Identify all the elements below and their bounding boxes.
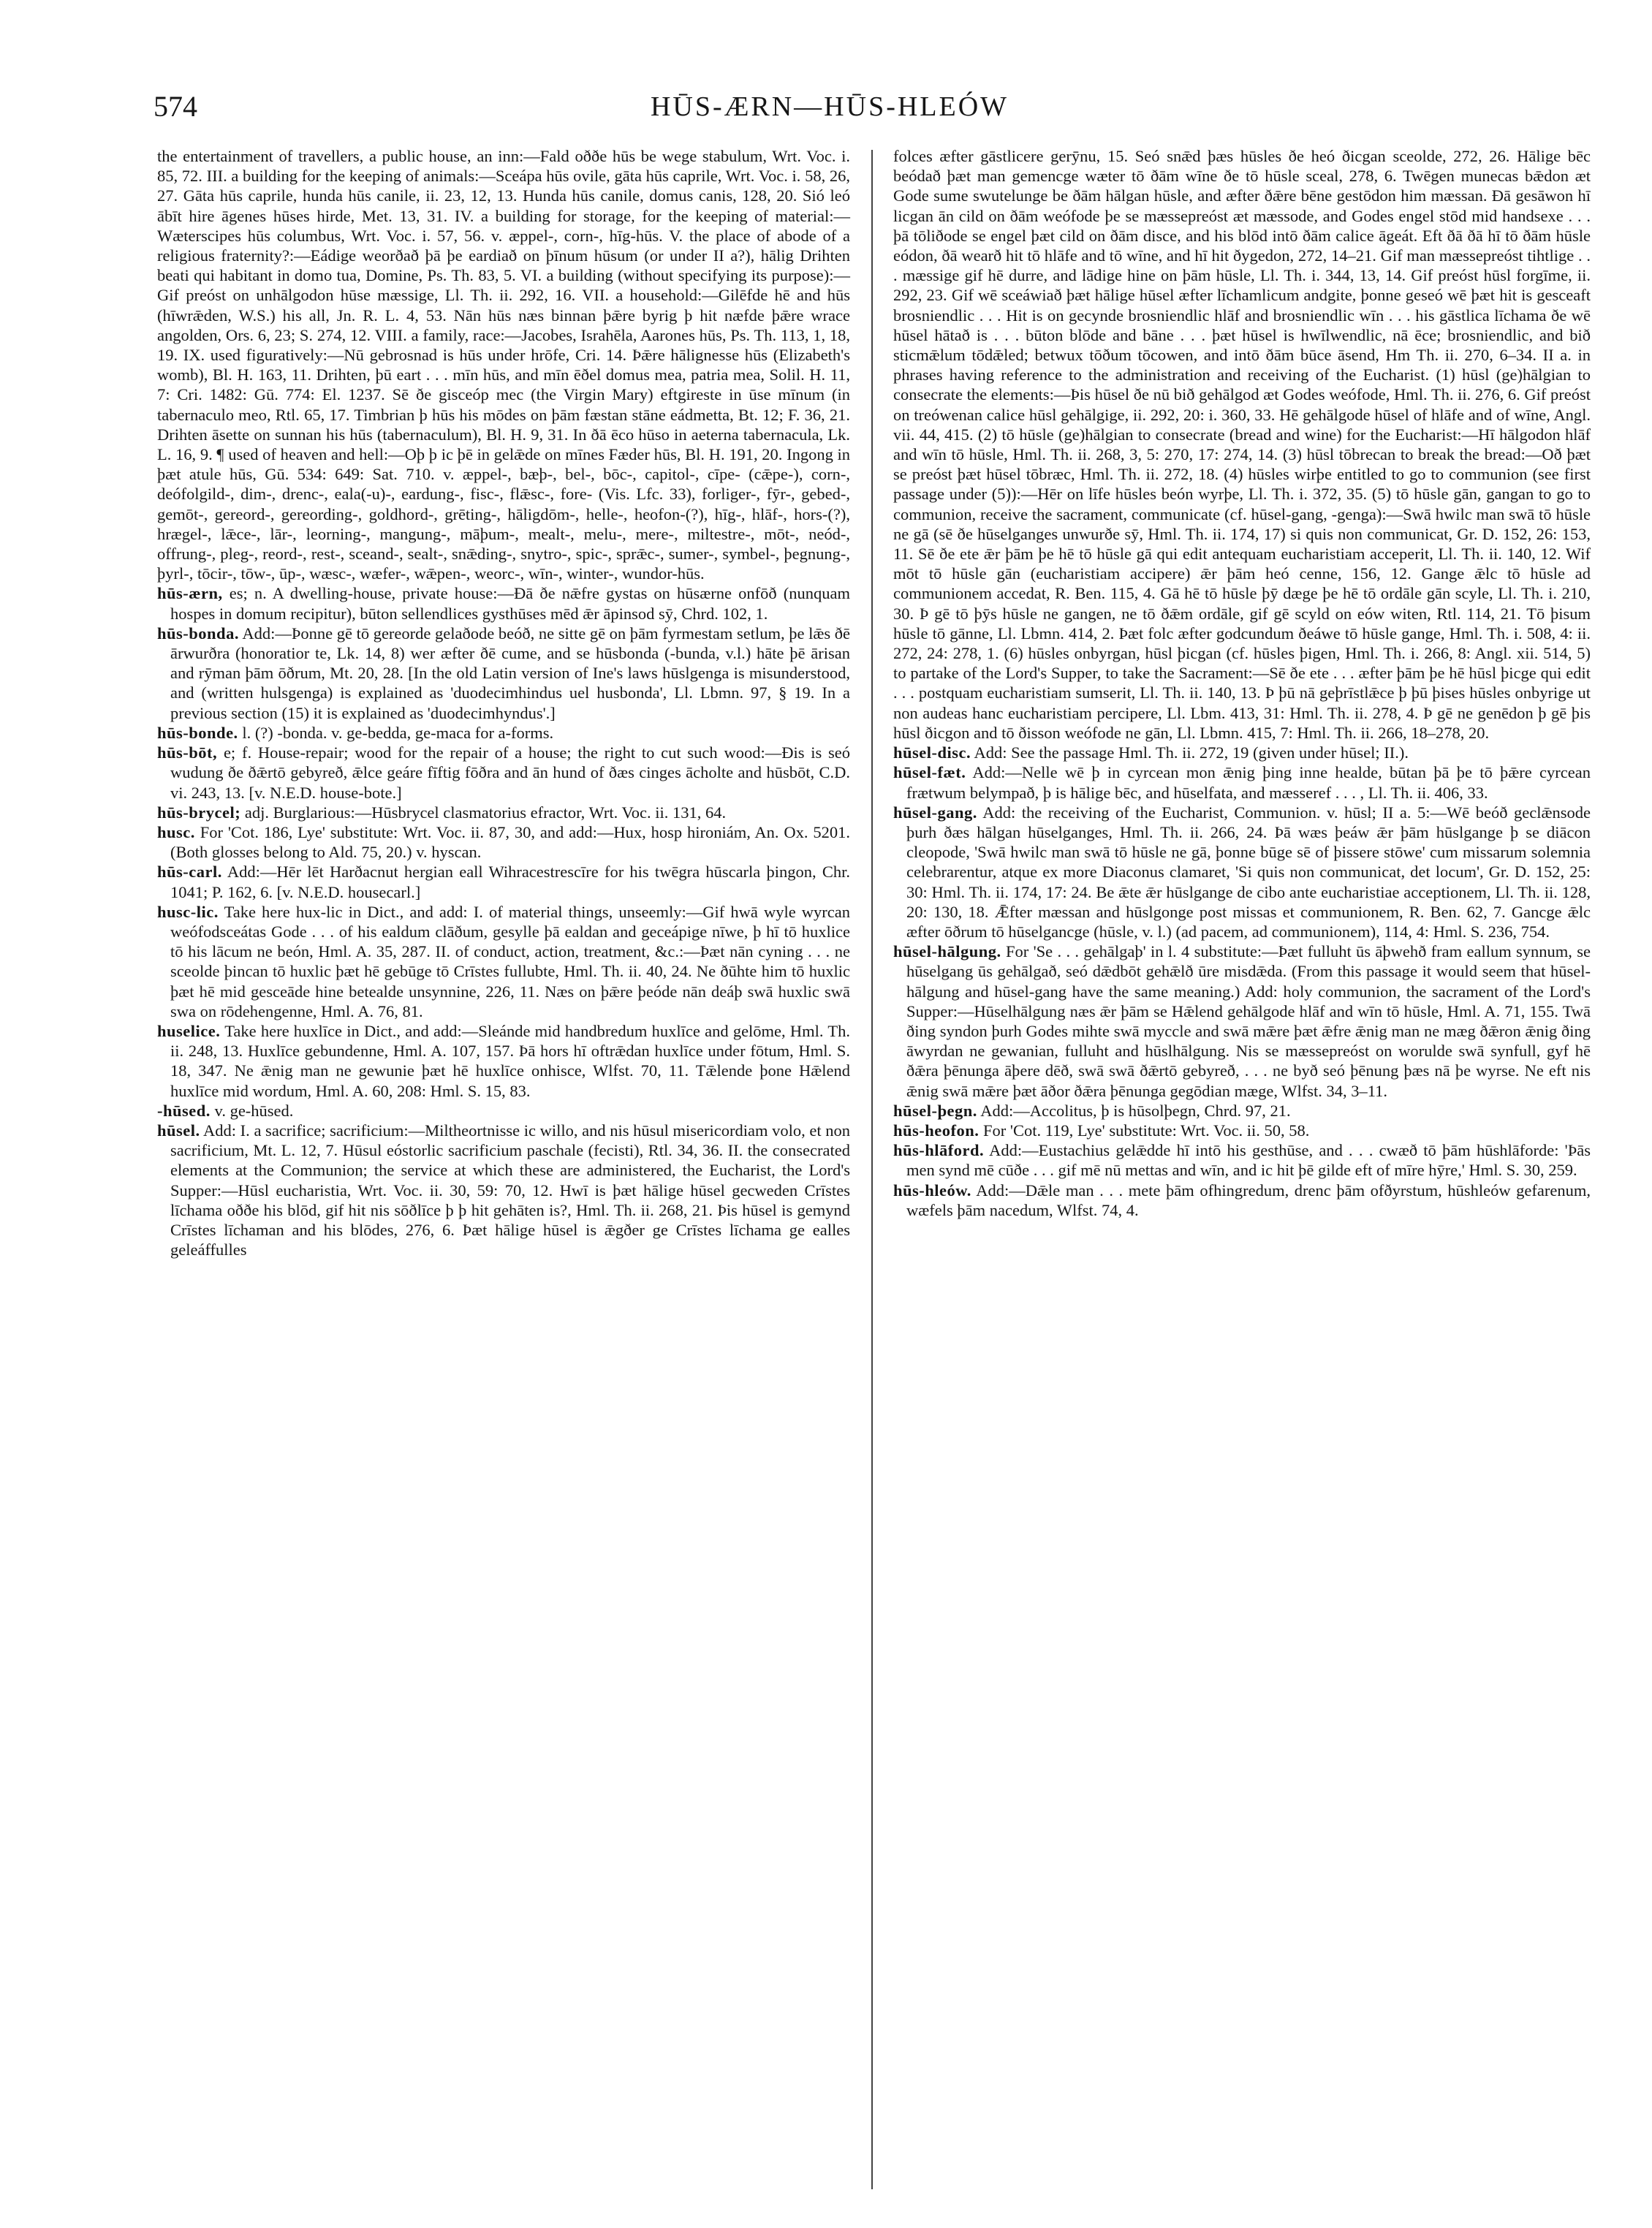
entry-body: v. ge-hūsed. [210,1101,294,1120]
dictionary-entry [157,583,850,623]
dictionary-entry [157,902,850,1021]
dictionary-entry [157,743,850,803]
entry-continuation [157,146,850,583]
entry-headword: hūs-brycel; [157,803,241,822]
entry-headword: hūsel. [157,1121,200,1140]
column-divider [871,150,873,2189]
entry-body: For 'Cot. 119, Lye' substitute: Wrt. Voc. ii. 50, 58. [979,1121,1310,1140]
dictionary-entry [893,1140,1591,1180]
entry-body: Add: See the passage Hml. Th. ii. 272, 19 (given under hūsel; II.). [971,743,1409,762]
dictionary-entry [157,803,850,822]
entry-headword: hūs-hleów. [893,1181,971,1200]
entry-headword: hūsel-þegn. [893,1101,977,1120]
dictionary-entry [157,862,850,901]
dictionary-entry [157,624,850,723]
dictionary-entry [157,723,850,743]
entry-headword: hūs-bonde. [157,723,238,742]
dictionary-entry [893,1101,1591,1121]
entry-headword: hūs-ærn, [157,584,223,603]
left-column [157,146,859,2193]
dictionary-entry [893,762,1591,802]
entry-body: folces æfter gāstlicere gerȳnu, 15. Seó snǣd þæs hūsles ðe heó ðicgan sceolde, 272, 26. Hālige bēc beódað þæt man gemencge wæter tō ðām wīne ðe tō hūsle sceal, 278, 6. Twēgen munecas bǣdon æt Gode sume swutelunge be ðām hālgan hūsle, and æfter ðǣre bēne gestōdon him mæssan. Ðā gesāwon hī licgan ān cild on ðām weófode þe se mæssepreóst æt mæssode, and Godes engel stōd mid handsexe . . . þā tōliðode se engel þæt cild on ðām disce, and his blōd intō ðām calice āgeát. Eft ðā ðā hī tō ðām hūsle eódon, ðā wearð hit tō hlāfe and tō wīne, and hī hit ðygedon, 272, 14–21. Gif man mæssepreóst tihtlige . . . mæssige gif hē durre, and lādige hine on þām hūsle, Ll. Th. i. 344, 13, 14. Gif preóst hūsl forgīme, ii. 292, 23. Gif wē sceáwiað þæt hālige hūsel æfter līchamlicum andgite, þonne geseó wē þæt hit is gesceaft brosniendlic . . . Hit is on gecynde brosniendlic hlāf and brosniendlic wīn . . . his gāstlica līchama ðe wē hūsel hātað is . . . būton blōde and bāne . . . þæt hūsel is hwīlwendlic, nā ēce; brosniendlic, and bið sticmǣlum tōdǣled; betwux tōðum tōcowen, and intō ðām būce āsend, Hm Th. ii. 270, 6–34. II a. in phrases having reference to the administration and receiving of the Eucharist. (1) hūsl (ge)hālgian to consecrate the elements:—Þis hūsel ðe nū bið gehālgod æt Godes weófode, Hml. Th. ii. 276, 6. Gif preóst on treówenan calice hūsl gehālgige, ii. 292, 20: i. 360, 33. Hē gehālgode hūsel of hlāfe and of wīne, Angl. vii. 44, 415. (2) tō hūsle (ge)hālgian to consecrate (bread and wine) for the Eucharist:—Hī hālgodon hlāf and wīn tō hūsle, Hml. Th. ii. 268, 3, 5: 270, 17: 274, 14. (3) hūsl tōbrecan to break the bread:—Oð þæt se preóst þæt hūsel tōbræc, Hml. Th. ii. 272, 18. (4) hūsles wirþe entitled to go to communion (see first passage under (5)):—Hēr on līfe hūsles beón wyrþe, Ll. Th. i. 372, 35. (5) tō hūsle gān, gangan to go to communion, receive the sacrament, communicate (cf. hūsel-gang, -genga):—Swā hwilc man swā tō hūsle ne gā (sē ðe hūselganges unwurðe sȳ, Hml. Th. ii. 174, 17) si quis non communicat, Gr. D. 152, 26: 153, 11. Sē ðe ete ǣr þām þe hē tō hūsle gā qui edit antequam eucharistiam acceperit, Ll. Th. ii. 140, 12. Wif mōt tō hūsle gān (eucharistiam accipere) ǣr þām heó cenne, 156, 12. Gange ǣlc tō hūsle ad communionem accedat, R. Ben. 115, 4. Gā hē tō hūsle þȳ dæge þe hē tō ordāle gān scyle, Ll. Th. i. 210, 30. Þ gē tō þȳs hūsle ne gangen, ne tō ðǣm ordāle, gif gē scyld on eów witen, Rtl. 114, 21. Tō þisum hūsle tō gānne, Ll. Lbmn. 414, 2. Þæt folc æfter godcundum ðeáwe tō hūsle gange, Hml. Th. i. 508, 4: ii. 272, 24: 278, 1. (6) hūsles onbyrgan, hūsl þicgan (cf. hūsles þigen, Hml. Th. i. 266, 8: Angl. xii. 514, 5) to partake of the Lord's Supper, to take the Sacrament:—Sē ðe ete . . . æfter þām þe hē hūsl þicge qui edit . . . postquam eucharistiam sumserit, Ll. Th. ii. 140, 13. Þ þū nā geþrīstlǣce þ þū þises hūsles onbyrige ut non audeas hanc eucharistiam percipere, Ll. Lbm. 413, 31: Hml. Th. ii. 278, 4. Þ gē ne genēdon þ gē þis hūsl ðicgon and tō ðisson weófode ne gān, Ll. Lbmn. 415, 7: Hml. Th. ii. 266, 18–278, 20. [893,147,1591,742]
dictionary-entry [157,1121,850,1259]
entry-body: Add:—Dǣle man . . . mete þām ofhingredum, drenc þām ofðyrstum, hūshleów gefarenum, wæfels þām nacedum, Wlfst. 74, 4. [906,1181,1591,1219]
entry-headword: hūs-bonda. [157,624,239,643]
entry-body: Add:—Accolitus, þ is hūsolþegn, Chrd. 97, 21. [977,1101,1291,1120]
entry-body: Add: the receiving of the Eucharist, Communion. v. hūsl; II a. 5:—Wē beóð geclǣnsode þurh ðæs hālgan hūselganges, Hml. Th. ii. 266, 24. Þā wæs þeáw ǣr þām hūslgange þ se diācon cleopode, 'Swā hwilc man swā tō hūsle ne gā, þonne būge sē of þissere stōwe' cum missarum solemnia celebrarentur, atque ex more Diaconus clamaret, 'Si quis non communicat, det locum', Gr. D. 152, 25: 30: Hml. Th. ii. 174, 17: 24. Be ǣte ǣr hūslgange de cibo ante eucharistiae acceptionem, Ll. Th. ii. 128, 20: 130, 18. Ǣfter mæssan and hūslgonge post missas et communionem, R. Ben. 62, 7. Gancge ǣlc æfter ōðrum tō hūselgancge (hūsle, v. l.) (ad pacem, ad communionem), 114, 4: Hml. S. 236, 754. [906,803,1591,941]
dictionary-entry [157,1021,850,1101]
right-column [882,146,1591,2193]
entry-body: l. (?) -bonda. v. ge-bedda, ge-maca for a-forms. [238,723,554,742]
entry-headword: huselice. [157,1021,221,1040]
entry-body: the entertainment of travellers, a public house, an inn:—Fald oððe hūs be wege stabulum, Wrt. Voc. i. 85, 72. III. a building for the keeping of animals:—Sceápa hūs ovile, gāta hūs caprile, Wrt. Voc. i. 58, 26, 27. Gāta hūs caprile, hunda hūs canile, ii. 23, 12, 13. Hunda hūs canile, domus canis, 128, 20. Sió leó ābīt hire āgenes hūses hirde, Met. 13, 31. IV. a building for storage, for the keeping of material:—Wæterscipes hūs columbus, Wrt. Voc. i. 57, 56. v. æppel-, corn-, hīg-hūs. V. the place of abode of a religious fraternity?:—Eádige weorðað þā þe eardiað on þīnum hūsum (or under II a?), hālig Drihten beati qui habitant in domo tua, Domine, Ps. Th. 83, 5. VI. a building (without specifying its purpose):—Gif preóst on unhālgodon hūse mæssige, Ll. Th. ii. 292, 16. VII. a household:—Gilēfde hē and hūs (hīwrǣden, W.S.) his all, Jn. R. L. 4, 53. Nān hūs næs binnan þǣre byrig þ hit næfde þǣre wrace angolden, Ors. 6, 23; S. 274, 12. VIII. a family, race:—Jacobes, Israhēla, Aarones hūs, Ps. Th. 113, 1, 18, 19. IX. used figuratively:—Nū gebrosnad is hūs under hrōfe, Cri. 14. Þǣre hālignesse hūs (Elizabeth's womb), Bl. H. 163, 11. Drihten, þū eart . . . mīn hūs, and mīn ēðel domus mea, patria mea, Solil. H. 11, 7: Cri. 1482: Gū. 774: El. 1237. Sē ðe gisceóp mec (the Virgin Mary) eftgireste in ūse mīnum (in tabernaculo meo, Rtl. 65, 17. Timbrian þ hūs his mōdes on þām fæstan stāne eádmetta, Bt. 12; F. 36, 21. Drihten āsette on sunnan his hūs (tabernaculum), Bl. H. 9, 31. In ðā ēco hūso in aeterna tabernacula, Lk. L. 16, 9. ¶ used of heaven and hell:—Oþ þ ic þē in gelǣde on mīnes Fæder hūs, Bl. H. 191, 20. Ingong in þæt atule hūs, Gū. 534: 649: Sat. 710. v. æppel-, bæþ-, bel-, bōc-, capitol-, cīpe- (cǣpe-), corn-, deófolgild-, dim-, drenc-, eala(-u)-, eardung-, fisc-, flǣsc-, fore- (Vis. Lfc. 33), forliger-, fȳr-, gebed-, gemōt-, gereord-, gereording-, goldhord-, grēting-, hāligdōm-, helle-, heofon-(?), hīg-, hlāf-, hors-(?), hrægel-, lǣce-, lār-, leorning-, mangung-, māþum-, mealt-, melu-, mere-, miltestre-, mōt-, neód-, offrung-, pleg-, reord-, rest-, sceand-, sealt-, snǣding-, snytro-, spic-, sprǣc-, sumer-, symbel-, þegnung-, þyrl-, tōcir-, tōw-, ūp-, wæsc-, wæfer-, wǣpen-, weorc-, wīn-, winter-, wundor-hūs. [157,147,850,583]
entry-headword: hūsel-disc. [893,743,971,762]
entry-headword: -hūsed. [157,1101,211,1120]
entry-body: Add: I. a sacrifice; sacrificium:—Miltheortnisse ic willo, and nis hūsul misericordiam volo, et non sacrificium, Mt. L. 12, 7. Hūsul eóstorlic sacrificium paschale (fecisti), Rtl. 34, 36. II. the consecrated elements at the Communion; the service at which these are administered, the Eucharist, the Lord's Supper:—Hūsl eucharistia, Wrt. Voc. ii. 30, 59: 70, 12. Hwī is þæt hālige hūsel gecweden Crīstes līchama oððe his blōd, gif hit nis sōðlīce þ þ hit gehāten is?, Hml. Th. ii. 268, 21. Þis hūsel is gemynd Crīstes līchaman and his blōdes, 276, 6. Þæt hālige hūsel is ǣgðer ge Crīstes līchama ge ealles geleáffulles [170,1121,850,1259]
dictionary-entry [157,1101,850,1121]
page-number: 574 [154,90,197,123]
entry-headword: hūsel-fæt. [893,763,966,782]
dictionary-entry [893,1121,1591,1140]
entry-body: Add:—Þonne gē tō gereorde gelaðode beóð, ne sitte gē on þām fyrmestam setlum, þe lǣs ðē ārwurðra (honoratior te, Lk. 14, 8) wer æfter ðē cume, and se hūsbonda (-bunda, v.l.) hāte þē ārisan and rȳman þām ōðrum, Mt. 20, 28. [In the old Latin version of Ine's laws hūslgenga is misunderstood, and (written hulsgenga) is explained as 'duodecimhindus uel husbonda', Ll. Lbmn. 97, § 19. In a previous section (15) it is explained as 'duodecimhyndus'.] [170,624,851,722]
entry-body: For 'Se . . . gehālgaþ' in l. 4 substitute:—Þæt fulluht ūs āþwehð fram eallum synnum, se hūselgang ūs gehālgað, seó dǣdbōt gehǣlð ūre misdǣda. (From this passage it would seem that hūsel-hālgung and hūsel-gang have the same meaning.) Add: holy communion, the sacrament of the Lord's Supper:—Hūselhālgung næs ǣr þām se Hǣlend gehālgode hlāf and wīn tō hūsle, Hml. A. 71, 155. Twā ðing syndon þurh Godes mihte swā myccle and swā mǣre þæt ǣfre ǣnig man ne mæg ðǣron ǣnig ðing āwyrdan ne gewanian, fulluht and hūslhālgung. Nis se mæssepreóst on worulde swā synfull, gyf hē ðǣra þēnunga āþere dēð, swā swā ðǣrtō gebyreð, . . . ne byð seó þēnung þæs nā þe wyrse. Ne eft nis ǣnig swā mǣre þæt āðor ðǣra þēnunga gegōdian mæge, Wlfst. 34, 3–11. [906,942,1591,1100]
entry-continuation [893,146,1591,743]
dictionary-entry [893,803,1591,941]
entry-body: Take here huxlīce in Dict., and add:—Sleánde mid handbredum huxlīce and gelōme, Hml. Th. ii. 248, 13. Huxlīce gebundenne, Hml. A. 107, 157. Þā hors hī oftrǣdan huxlīce under fōtum, Hml. S. 18, 347. Ne ǣnig man ne gewunie þæt hē huxlīce onhisce, Wlfst. 70, 11. Tǣlende þone Hǣlend huxlīce mid wordum, Hml. A. 60, 208: Hml. S. 15, 83. [170,1021,850,1100]
entry-headword: husc-lic. [157,902,219,921]
entry-body: es; n. A dwelling-house, private house:—Ðā ðe nǣfre gystas on hūsærne onfōð (nunquam hospes in domum recipitur), būton sellendlices gysthūses mēd ǣr āpinsod sȳ, Chrd. 102, 1. [170,584,850,623]
entry-headword: husc. [157,822,195,841]
dictionary-entry [893,1181,1591,1220]
entry-body: For 'Cot. 186, Lye' substitute: Wrt. Voc. ii. 87, 30, and add:—Hux, hosp hironiám, An. Ox. 5201. (Both glosses belong to Ald. 75, 20.) v. hyscan. [170,822,850,862]
dictionary-entry [893,941,1591,1101]
dictionary-entry [157,822,850,862]
entry-body: e; f. House-repair; wood for the repair of a house; the right to cut such wood:—Ðis is seó wudung ðe ðǣrtō gebyreð, ǣlce geáre fīftig fōðra and ān hund of ðæs cinges ācholte and hūsbōt, C.D. vi. 243, 13. [v. N.E.D. house-bote.] [170,743,850,802]
entry-body: adj. Burglarious:—Hūsbrycel clasmatorius efractor, Wrt. Voc. ii. 131, 64. [240,803,727,822]
dictionary-entry [893,743,1591,762]
entry-body: Take here hux-lic in Dict., and add: I. of material things, unseemly:—Gif hwā wyle wyrcan weófodsceátas Gode . . . of his ealdum clāðum, gesylle þā ealdan and geceápige nīwe, þ hī tō huxlice tō his lācum ne beón, Hml. A. 35, 287. II. of conduct, action, treatment, &c.:—Þæt nān cyning . . . ne sceolde þincan tō huxlic þæt hē gebūge tō Crīstes fullubte, Hml. Th. ii. 40, 24. Ne ðūhte him tō huxlic þæt hē mid gesceāde hine betealde unsynnine, 226, 11. Næs on þǣre þeóde nān deáþ swā huxlic swā swa on rōdehengenne, Hml. A. 76, 81. [170,902,850,1020]
entry-body: Add:—Nelle wē þ in cyrcean mon ǣnig þing inne healde, būtan þā þe tō þǣre cyrcean frætwum belympað, þ is hālige bēc, and hūselfata, and mæsseref . . . , Ll. Th. ii. 406, 33. [906,763,1591,802]
entry-body: Add:—Eustachius gelǣdde hī intō his gesthūse, and . . . cwæð tō þām hūshlāforde: 'Þās men synd mē cūðe . . . gif mē nū mettas and wīn, and ic hit þē gilde eft of mīre hȳre,' Hml. S. 30, 259. [906,1141,1591,1180]
running-head: HŪS-ÆRN—HŪS-HLEÓW [650,91,1009,122]
entry-headword: hūsel-gang. [893,803,977,822]
entry-headword: hūs-heofon. [893,1121,980,1140]
page-header [154,86,1506,137]
entry-headword: hūs-carl. [157,863,222,882]
entry-headword: hūs-bōt, [157,743,218,762]
entry-headword: hūs-hlāford. [893,1141,985,1160]
entry-body: Add:—Hēr lēt Harðacnut hergian eall Wihracestrescīre for his twēgra hūscarla þingon, Chr. 1041; P. 162, 6. [v. N.E.D. housecarl.] [170,863,850,901]
entry-headword: hūsel-hālgung. [893,942,1001,961]
